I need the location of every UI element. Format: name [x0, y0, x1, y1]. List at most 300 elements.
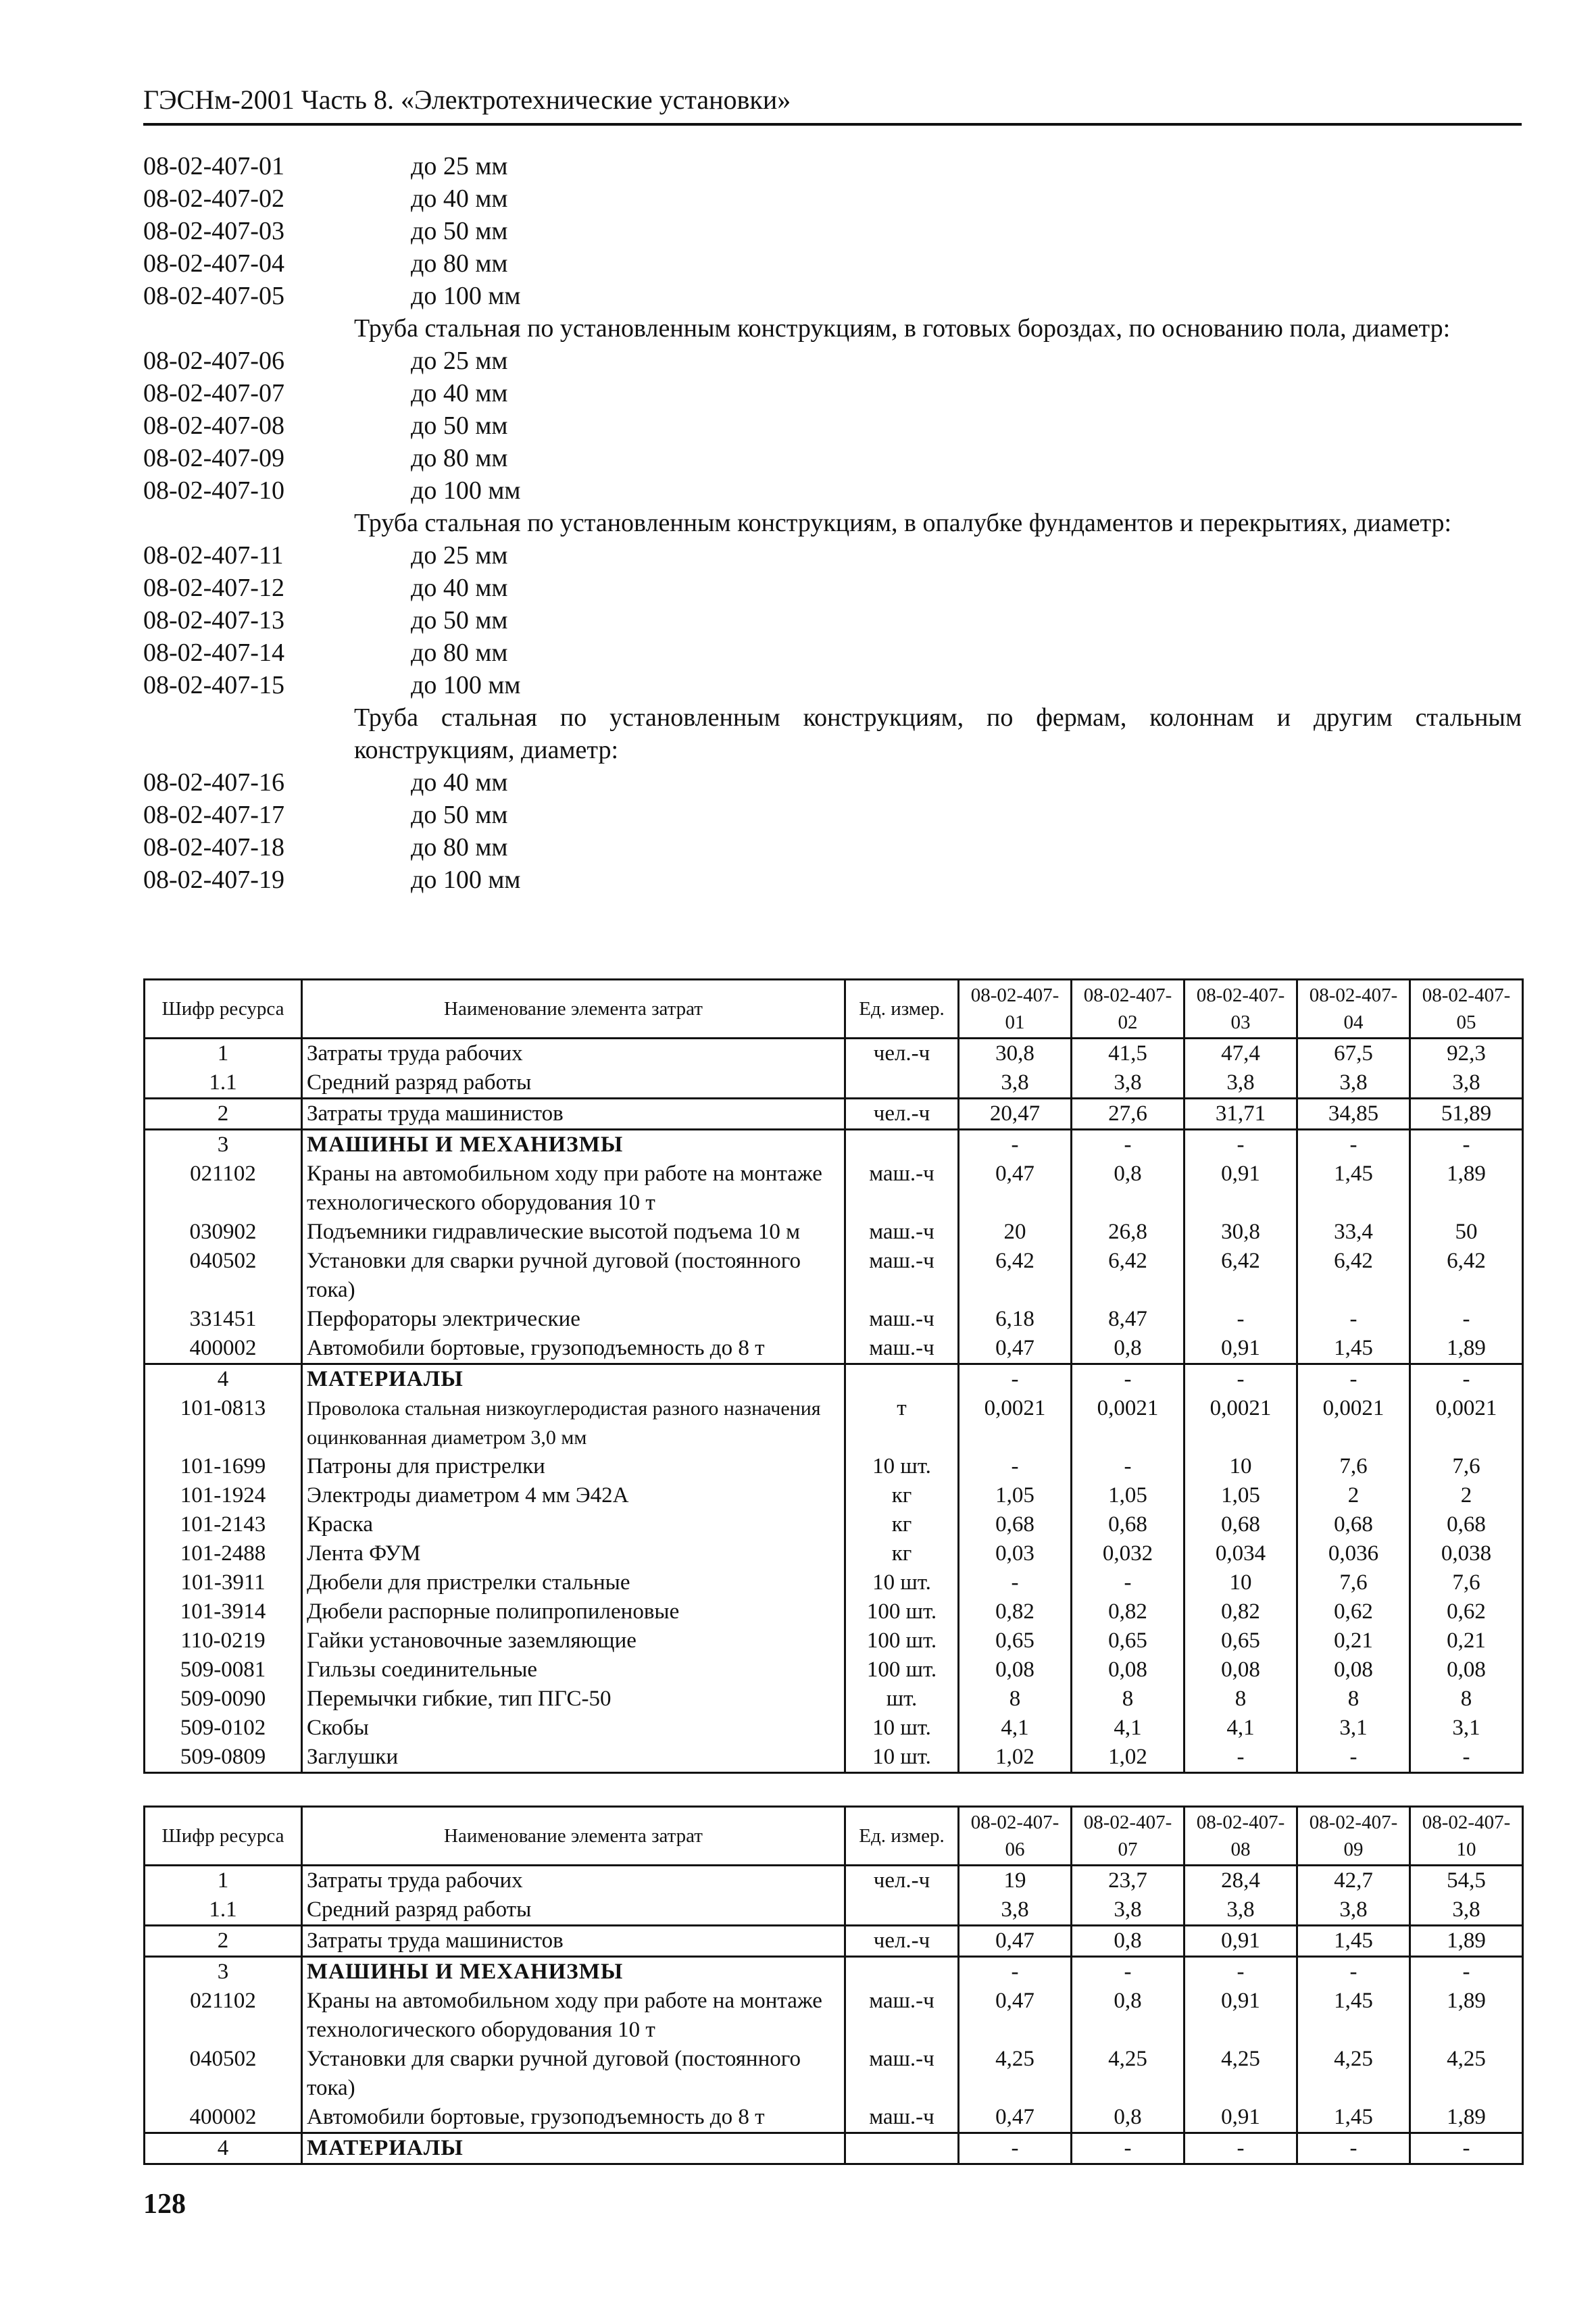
diameter-value: до 50 мм	[411, 412, 508, 440]
header-col: 08-02-407-08	[1184, 1807, 1297, 1866]
section-row	[145, 1364, 1523, 1395]
cell-value: 23,7	[1072, 1866, 1184, 1896]
cell-unit: маш.-ч	[845, 1334, 959, 1364]
cell-name: Дюбели распорные полипропиленовые	[302, 1597, 845, 1626]
cell-value: 2	[1410, 1481, 1523, 1510]
cell-value: -	[1410, 1364, 1523, 1395]
cell-unit: кг	[845, 1539, 959, 1568]
cell-code: 101-3911	[145, 1568, 302, 1597]
cell-name: Краны на автомобильном ходу при работе на монтаже технологического оборудования 10 т	[302, 1987, 845, 2045]
cell-name: Лента ФУМ	[302, 1539, 845, 1568]
table-row	[145, 1987, 1523, 2045]
diameter-value: до 40 мм	[411, 574, 508, 602]
cell-name: Патроны для пристрелки	[302, 1452, 845, 1481]
table-row	[145, 1714, 1523, 1743]
cell-value: -	[1184, 1743, 1297, 1773]
cell-name: Подъемники гидравлические высотой подъема 10 м	[302, 1218, 845, 1247]
cell-code: 040502	[145, 1247, 302, 1305]
cell-name: Краска	[302, 1510, 845, 1539]
cell-value: -	[1410, 2133, 1523, 2164]
cell-code: 509-0102	[145, 1714, 302, 1743]
cell-value: 7,6	[1297, 1452, 1410, 1481]
cell-unit: кг	[845, 1510, 959, 1539]
code-line	[143, 669, 1522, 701]
cell-value: 0,68	[1297, 1510, 1410, 1539]
section-row	[145, 1957, 1523, 1987]
diameter-value: до 80 мм	[411, 639, 508, 667]
group-heading: Труба стальная по установленным конструкциям, в готовых бороздах, по основанию пола, диаметр:	[354, 314, 1451, 343]
cell-value: 4,25	[959, 2045, 1072, 2103]
cell-code: 4	[145, 1364, 302, 1395]
cell-value: 0,91	[1184, 2103, 1297, 2133]
table-row	[145, 1334, 1523, 1364]
cell-value: 54,5	[1410, 1866, 1523, 1896]
resource-code: 08-02-407-04	[143, 249, 284, 278]
cell-value: 0,038	[1410, 1539, 1523, 1568]
cell-code: 1.1	[145, 1895, 302, 1926]
cell-value: 8,47	[1072, 1305, 1184, 1334]
cell-unit: маш.-ч	[845, 1247, 959, 1305]
cell-value: 4,25	[1072, 2045, 1184, 2103]
header-unit: Ед. измер.	[845, 980, 959, 1039]
cell-unit	[845, 2133, 959, 2164]
cell-value: 0,0021	[959, 1394, 1072, 1452]
cell-value: 7,6	[1297, 1568, 1410, 1597]
cell-value: 3,8	[1072, 1895, 1184, 1926]
table-row	[145, 1539, 1523, 1568]
table-row	[145, 1394, 1523, 1452]
cell-value: 0,91	[1184, 1926, 1297, 1957]
cell-unit	[845, 1364, 959, 1395]
cell-value: -	[1184, 1130, 1297, 1160]
cell-name: МАШИНЫ И МЕХАНИЗМЫ	[302, 1957, 845, 1987]
cell-value: 2	[1297, 1481, 1410, 1510]
header-unit: Ед. измер.	[845, 1807, 959, 1866]
header-name: Наименование элемента затрат	[302, 980, 845, 1039]
cell-value: 10	[1184, 1452, 1297, 1481]
diameter-value: до 50 мм	[411, 606, 508, 634]
cell-value: -	[1297, 2133, 1410, 2164]
cell-value: 6,42	[1072, 1247, 1184, 1305]
cell-code: 1	[145, 1039, 302, 1069]
cell-name: Проволока стальная низкоуглеродистая разного назначения оцинкованная диаметром 3,0 мм	[302, 1394, 845, 1452]
section-row	[145, 1130, 1523, 1160]
cell-value: 7,6	[1410, 1452, 1523, 1481]
cell-value: -	[1072, 1452, 1184, 1481]
resource-code: 08-02-407-07	[143, 379, 284, 407]
cell-value: 3,8	[1184, 1895, 1297, 1926]
cell-value: 20	[959, 1218, 1072, 1247]
page-number: 128	[143, 2189, 186, 2220]
cell-value: 4,25	[1184, 2045, 1297, 2103]
cell-value: 7,6	[1410, 1568, 1523, 1597]
cell-name: Перфораторы электрические	[302, 1305, 845, 1334]
cell-code: 400002	[145, 2103, 302, 2133]
cell-name: Затраты труда машинистов	[302, 1926, 845, 1957]
cell-unit: маш.-ч	[845, 1305, 959, 1334]
cell-name: Гайки установочные заземляющие	[302, 1626, 845, 1656]
cell-value: 1,02	[1072, 1743, 1184, 1773]
header-col: 08-02-407-01	[959, 980, 1072, 1039]
cell-value: 0,68	[959, 1510, 1072, 1539]
cell-value: 1,45	[1297, 2103, 1410, 2133]
diameter-value: до 25 мм	[411, 347, 508, 375]
cell-value: 0,0021	[1297, 1394, 1410, 1452]
cell-value: 1,05	[1184, 1481, 1297, 1510]
cell-code: 110-0219	[145, 1626, 302, 1656]
resource-code: 08-02-407-13	[143, 606, 284, 634]
diameter-value: до 40 мм	[411, 768, 508, 797]
cell-value: 0,65	[1072, 1626, 1184, 1656]
cell-value: 0,8	[1072, 2103, 1184, 2133]
cell-value: 1,05	[1072, 1481, 1184, 1510]
cell-value: -	[1072, 1130, 1184, 1160]
cell-unit: 100 шт.	[845, 1656, 959, 1685]
cell-code: 101-2143	[145, 1510, 302, 1539]
cell-value: 3,8	[1410, 1068, 1523, 1099]
cell-value: 0,036	[1297, 1539, 1410, 1568]
cell-code: 3	[145, 1130, 302, 1160]
cell-code: 040502	[145, 2045, 302, 2103]
code-line	[143, 182, 1522, 215]
table-row	[145, 1656, 1523, 1685]
table-row	[145, 1926, 1523, 1957]
cell-value: 27,6	[1072, 1099, 1184, 1130]
cell-value: -	[1072, 2133, 1184, 2164]
code-line	[143, 442, 1522, 474]
cell-code: 021102	[145, 1987, 302, 2045]
cell-code: 101-1924	[145, 1481, 302, 1510]
cell-value: 6,42	[1410, 1247, 1523, 1305]
cell-code: 101-0813	[145, 1394, 302, 1452]
cell-value: 0,91	[1184, 1987, 1297, 2045]
cell-code: 509-0081	[145, 1656, 302, 1685]
cell-code: 2	[145, 1099, 302, 1130]
cell-value: 47,4	[1184, 1039, 1297, 1069]
cell-value: 0,68	[1410, 1510, 1523, 1539]
cell-name: Гильзы соединительные	[302, 1656, 845, 1685]
cell-value: 0,68	[1184, 1510, 1297, 1539]
cell-value: 0,91	[1184, 1334, 1297, 1364]
cell-unit: т	[845, 1394, 959, 1452]
cell-value: 0,0021	[1184, 1394, 1297, 1452]
cell-unit: маш.-ч	[845, 2103, 959, 2133]
cost-table-1	[143, 978, 1524, 1774]
resource-code: 08-02-407-10	[143, 476, 284, 505]
diameter-value: до 100 мм	[411, 282, 521, 310]
cell-value: -	[959, 1957, 1072, 1987]
table-row	[145, 1247, 1523, 1305]
cell-name: Затраты труда рабочих	[302, 1866, 845, 1896]
page-header: ГЭСНм-2001 Часть 8. «Электротехнические установки»	[143, 80, 1522, 126]
cell-value: 0,08	[1072, 1656, 1184, 1685]
resource-code: 08-02-407-15	[143, 671, 284, 699]
diameter-value: до 40 мм	[411, 184, 508, 213]
cell-value: -	[959, 1568, 1072, 1597]
table-row	[145, 1510, 1523, 1539]
section-row	[145, 2133, 1523, 2164]
cell-unit	[845, 1130, 959, 1160]
code-line	[143, 572, 1522, 604]
table-row	[145, 1866, 1523, 1896]
cell-value: 10	[1184, 1568, 1297, 1597]
cell-value: 0,91	[1184, 1160, 1297, 1218]
cell-name: Средний разряд работы	[302, 1895, 845, 1926]
code-line	[143, 474, 1522, 507]
cell-value: 30,8	[1184, 1218, 1297, 1247]
code-list	[143, 150, 1522, 896]
table-row	[145, 2103, 1523, 2133]
resource-code: 08-02-407-02	[143, 184, 284, 213]
cell-code: 400002	[145, 1334, 302, 1364]
cell-value: 20,47	[959, 1099, 1072, 1130]
cell-value: 0,03	[959, 1539, 1072, 1568]
cell-name: Автомобили бортовые, грузоподъемность до 8 т	[302, 2103, 845, 2133]
cell-value: 8	[1072, 1685, 1184, 1714]
cell-value: 0,62	[1410, 1597, 1523, 1626]
cell-value: 0,47	[959, 2103, 1072, 2133]
cell-unit: маш.-ч	[845, 1218, 959, 1247]
cell-code: 3	[145, 1957, 302, 1987]
cell-value: 3,8	[1297, 1068, 1410, 1099]
code-line	[143, 247, 1522, 280]
resource-code: 08-02-407-19	[143, 866, 284, 894]
cell-unit: 10 шт.	[845, 1452, 959, 1481]
cell-value: 0,21	[1410, 1626, 1523, 1656]
cell-value: -	[1072, 1364, 1184, 1395]
cell-value: 4,1	[959, 1714, 1072, 1743]
cell-value: 1,89	[1410, 1160, 1523, 1218]
table-row	[145, 1068, 1523, 1099]
cell-value: 6,42	[1184, 1247, 1297, 1305]
cell-value: 6,42	[959, 1247, 1072, 1305]
cell-value: 6,42	[1297, 1247, 1410, 1305]
cell-value: -	[959, 1452, 1072, 1481]
resource-code: 08-02-407-18	[143, 833, 284, 862]
cell-value: 0,65	[1184, 1626, 1297, 1656]
cell-value: 0,8	[1072, 1160, 1184, 1218]
header-col: 08-02-407-07	[1072, 1807, 1184, 1866]
group-heading: Труба стальная по установленным конструкциям, в опалубке фундаментов и перекрытиях, диаметр:	[354, 509, 1452, 537]
table-row	[145, 1685, 1523, 1714]
cell-value: 51,89	[1410, 1099, 1523, 1130]
cell-code: 4	[145, 2133, 302, 2164]
cell-value: 3,8	[1410, 1895, 1523, 1926]
cell-code: 030902	[145, 1218, 302, 1247]
diameter-value: до 40 мм	[411, 379, 508, 407]
cell-value: 41,5	[1072, 1039, 1184, 1069]
cell-value: 0,62	[1297, 1597, 1410, 1626]
table-row	[145, 1895, 1523, 1926]
cell-value: -	[1410, 1305, 1523, 1334]
cell-value: 31,71	[1184, 1099, 1297, 1130]
header-col: 08-02-407-02	[1072, 980, 1184, 1039]
cell-value: -	[1184, 2133, 1297, 2164]
cell-value: -	[1072, 1568, 1184, 1597]
cell-value: 0,47	[959, 1160, 1072, 1218]
cell-value: 0,034	[1184, 1539, 1297, 1568]
cell-code: 509-0809	[145, 1743, 302, 1773]
cell-value: -	[1184, 1364, 1297, 1395]
cell-unit: чел.-ч	[845, 1926, 959, 1957]
diameter-value: до 50 мм	[411, 217, 508, 245]
cell-value: 0,21	[1297, 1626, 1410, 1656]
cell-name: Установки для сварки ручной дуговой (постоянного тока)	[302, 2045, 845, 2103]
cell-value: -	[1297, 1743, 1410, 1773]
cell-value: 0,8	[1072, 1987, 1184, 2045]
code-line	[143, 150, 1522, 182]
cell-unit: 100 шт.	[845, 1597, 959, 1626]
cell-value: 26,8	[1072, 1218, 1184, 1247]
cell-value: 4,1	[1072, 1714, 1184, 1743]
code-line	[143, 766, 1522, 799]
cell-unit	[845, 1957, 959, 1987]
header-name: Наименование элемента затрат	[302, 1807, 845, 1866]
cell-value: 3,8	[1297, 1895, 1410, 1926]
table-row	[145, 1160, 1523, 1218]
table-row	[145, 2045, 1523, 2103]
cell-name: Перемычки гибкие, тип ПГС-50	[302, 1685, 845, 1714]
cell-value: 67,5	[1297, 1039, 1410, 1069]
code-line	[143, 604, 1522, 637]
cell-code: 021102	[145, 1160, 302, 1218]
cell-value: 0,82	[1184, 1597, 1297, 1626]
cell-unit: кг	[845, 1481, 959, 1510]
cell-value: -	[1410, 1743, 1523, 1773]
cell-value: 30,8	[959, 1039, 1072, 1069]
table-row	[145, 1305, 1523, 1334]
cell-code: 101-1699	[145, 1452, 302, 1481]
cell-value: 8	[959, 1685, 1072, 1714]
header-col: 08-02-407-09	[1297, 1807, 1410, 1866]
table-header-row	[145, 980, 1523, 1039]
code-line	[143, 831, 1522, 864]
cell-code: 331451	[145, 1305, 302, 1334]
code-line	[143, 345, 1522, 377]
diameter-value: до 100 мм	[411, 671, 521, 699]
cell-name: Заглушки	[302, 1743, 845, 1773]
cell-value: 0,8	[1072, 1926, 1184, 1957]
cell-name: МАШИНЫ И МЕХАНИЗМЫ	[302, 1130, 845, 1160]
cell-value: 1,45	[1297, 1987, 1410, 2045]
code-line	[143, 280, 1522, 312]
diameter-value: до 25 мм	[411, 541, 508, 570]
cell-value: -	[1297, 1957, 1410, 1987]
diameter-value: до 100 мм	[411, 476, 521, 505]
cell-unit	[845, 1895, 959, 1926]
cell-name: Электроды диаметром 4 мм Э42А	[302, 1481, 845, 1510]
diameter-value: до 80 мм	[411, 833, 508, 862]
cell-value: 3,8	[1072, 1068, 1184, 1099]
cell-unit: шт.	[845, 1685, 959, 1714]
table-row	[145, 1452, 1523, 1481]
resource-code: 08-02-407-16	[143, 768, 284, 797]
code-line	[143, 539, 1522, 572]
cell-value: -	[1297, 1305, 1410, 1334]
cell-value: 1,05	[959, 1481, 1072, 1510]
cell-value: -	[959, 2133, 1072, 2164]
resource-code: 08-02-407-12	[143, 574, 284, 602]
cell-name: Скобы	[302, 1714, 845, 1743]
cell-value: -	[1297, 1364, 1410, 1395]
cell-value: 3,8	[959, 1895, 1072, 1926]
cell-value: 28,4	[1184, 1866, 1297, 1896]
cell-value: 8	[1410, 1685, 1523, 1714]
diameter-value: до 25 мм	[411, 152, 508, 180]
diameter-value: до 80 мм	[411, 444, 508, 472]
cell-name: МАТЕРИАЛЫ	[302, 2133, 845, 2164]
cell-value: 0,0021	[1072, 1394, 1184, 1452]
table-row	[145, 1039, 1523, 1069]
cell-value: 1,89	[1410, 1987, 1523, 2045]
resource-code: 08-02-407-14	[143, 639, 284, 667]
cell-value: 1,89	[1410, 2103, 1523, 2133]
cell-value: 4,1	[1184, 1714, 1297, 1743]
cell-name: Установки для сварки ручной дуговой (постоянного тока)	[302, 1247, 845, 1305]
cell-name: Затраты труда рабочих	[302, 1039, 845, 1069]
code-line	[143, 799, 1522, 831]
cell-name: Автомобили бортовые, грузоподъемность до 8 т	[302, 1334, 845, 1364]
cell-value: 6,18	[959, 1305, 1072, 1334]
cell-value: -	[1410, 1957, 1523, 1987]
cell-name: Дюбели для пристрелки стальные	[302, 1568, 845, 1597]
header-col: 08-02-407-03	[1184, 980, 1297, 1039]
cell-name: Средний разряд работы	[302, 1068, 845, 1099]
cell-value: 0,0021	[1410, 1394, 1523, 1452]
code-line	[143, 637, 1522, 669]
cell-unit: 10 шт.	[845, 1714, 959, 1743]
code-line	[143, 864, 1522, 896]
cell-value: 33,4	[1297, 1218, 1410, 1247]
cell-value: 0,47	[959, 1334, 1072, 1364]
code-line	[143, 377, 1522, 409]
cell-value: 3,1	[1410, 1714, 1523, 1743]
header-col: 08-02-407-10	[1410, 1807, 1523, 1866]
cost-table-2	[143, 1806, 1524, 2165]
cell-value: 4,25	[1297, 2045, 1410, 2103]
cell-value: 0,82	[1072, 1597, 1184, 1626]
cell-code: 1.1	[145, 1068, 302, 1099]
cell-value: -	[1072, 1957, 1184, 1987]
resource-code: 08-02-407-03	[143, 217, 284, 245]
cell-value: 19	[959, 1866, 1072, 1896]
cell-unit: маш.-ч	[845, 2045, 959, 2103]
cell-value: 0,08	[1184, 1656, 1297, 1685]
cell-value: 34,85	[1297, 1099, 1410, 1130]
cell-value: 0,08	[1297, 1656, 1410, 1685]
cell-value: 1,02	[959, 1743, 1072, 1773]
cell-value: 0,47	[959, 1987, 1072, 2045]
table-row	[145, 1218, 1523, 1247]
resource-code: 08-02-407-06	[143, 347, 284, 375]
resource-code: 08-02-407-17	[143, 801, 284, 829]
cell-value: 1,45	[1297, 1334, 1410, 1364]
cell-name: Затраты труда машинистов	[302, 1099, 845, 1130]
cell-value: -	[1297, 1130, 1410, 1160]
cell-value: 42,7	[1297, 1866, 1410, 1896]
cell-value: 50	[1410, 1218, 1523, 1247]
table-row	[145, 1743, 1523, 1773]
table-header-row	[145, 1807, 1523, 1866]
header-col: 08-02-407-05	[1410, 980, 1523, 1039]
cell-value: 1,45	[1297, 1160, 1410, 1218]
table-row	[145, 1597, 1523, 1626]
cell-value: 3,8	[1184, 1068, 1297, 1099]
resource-code: 08-02-407-09	[143, 444, 284, 472]
cell-name: МАТЕРИАЛЫ	[302, 1364, 845, 1395]
cell-code: 1	[145, 1866, 302, 1896]
code-line	[143, 409, 1522, 442]
